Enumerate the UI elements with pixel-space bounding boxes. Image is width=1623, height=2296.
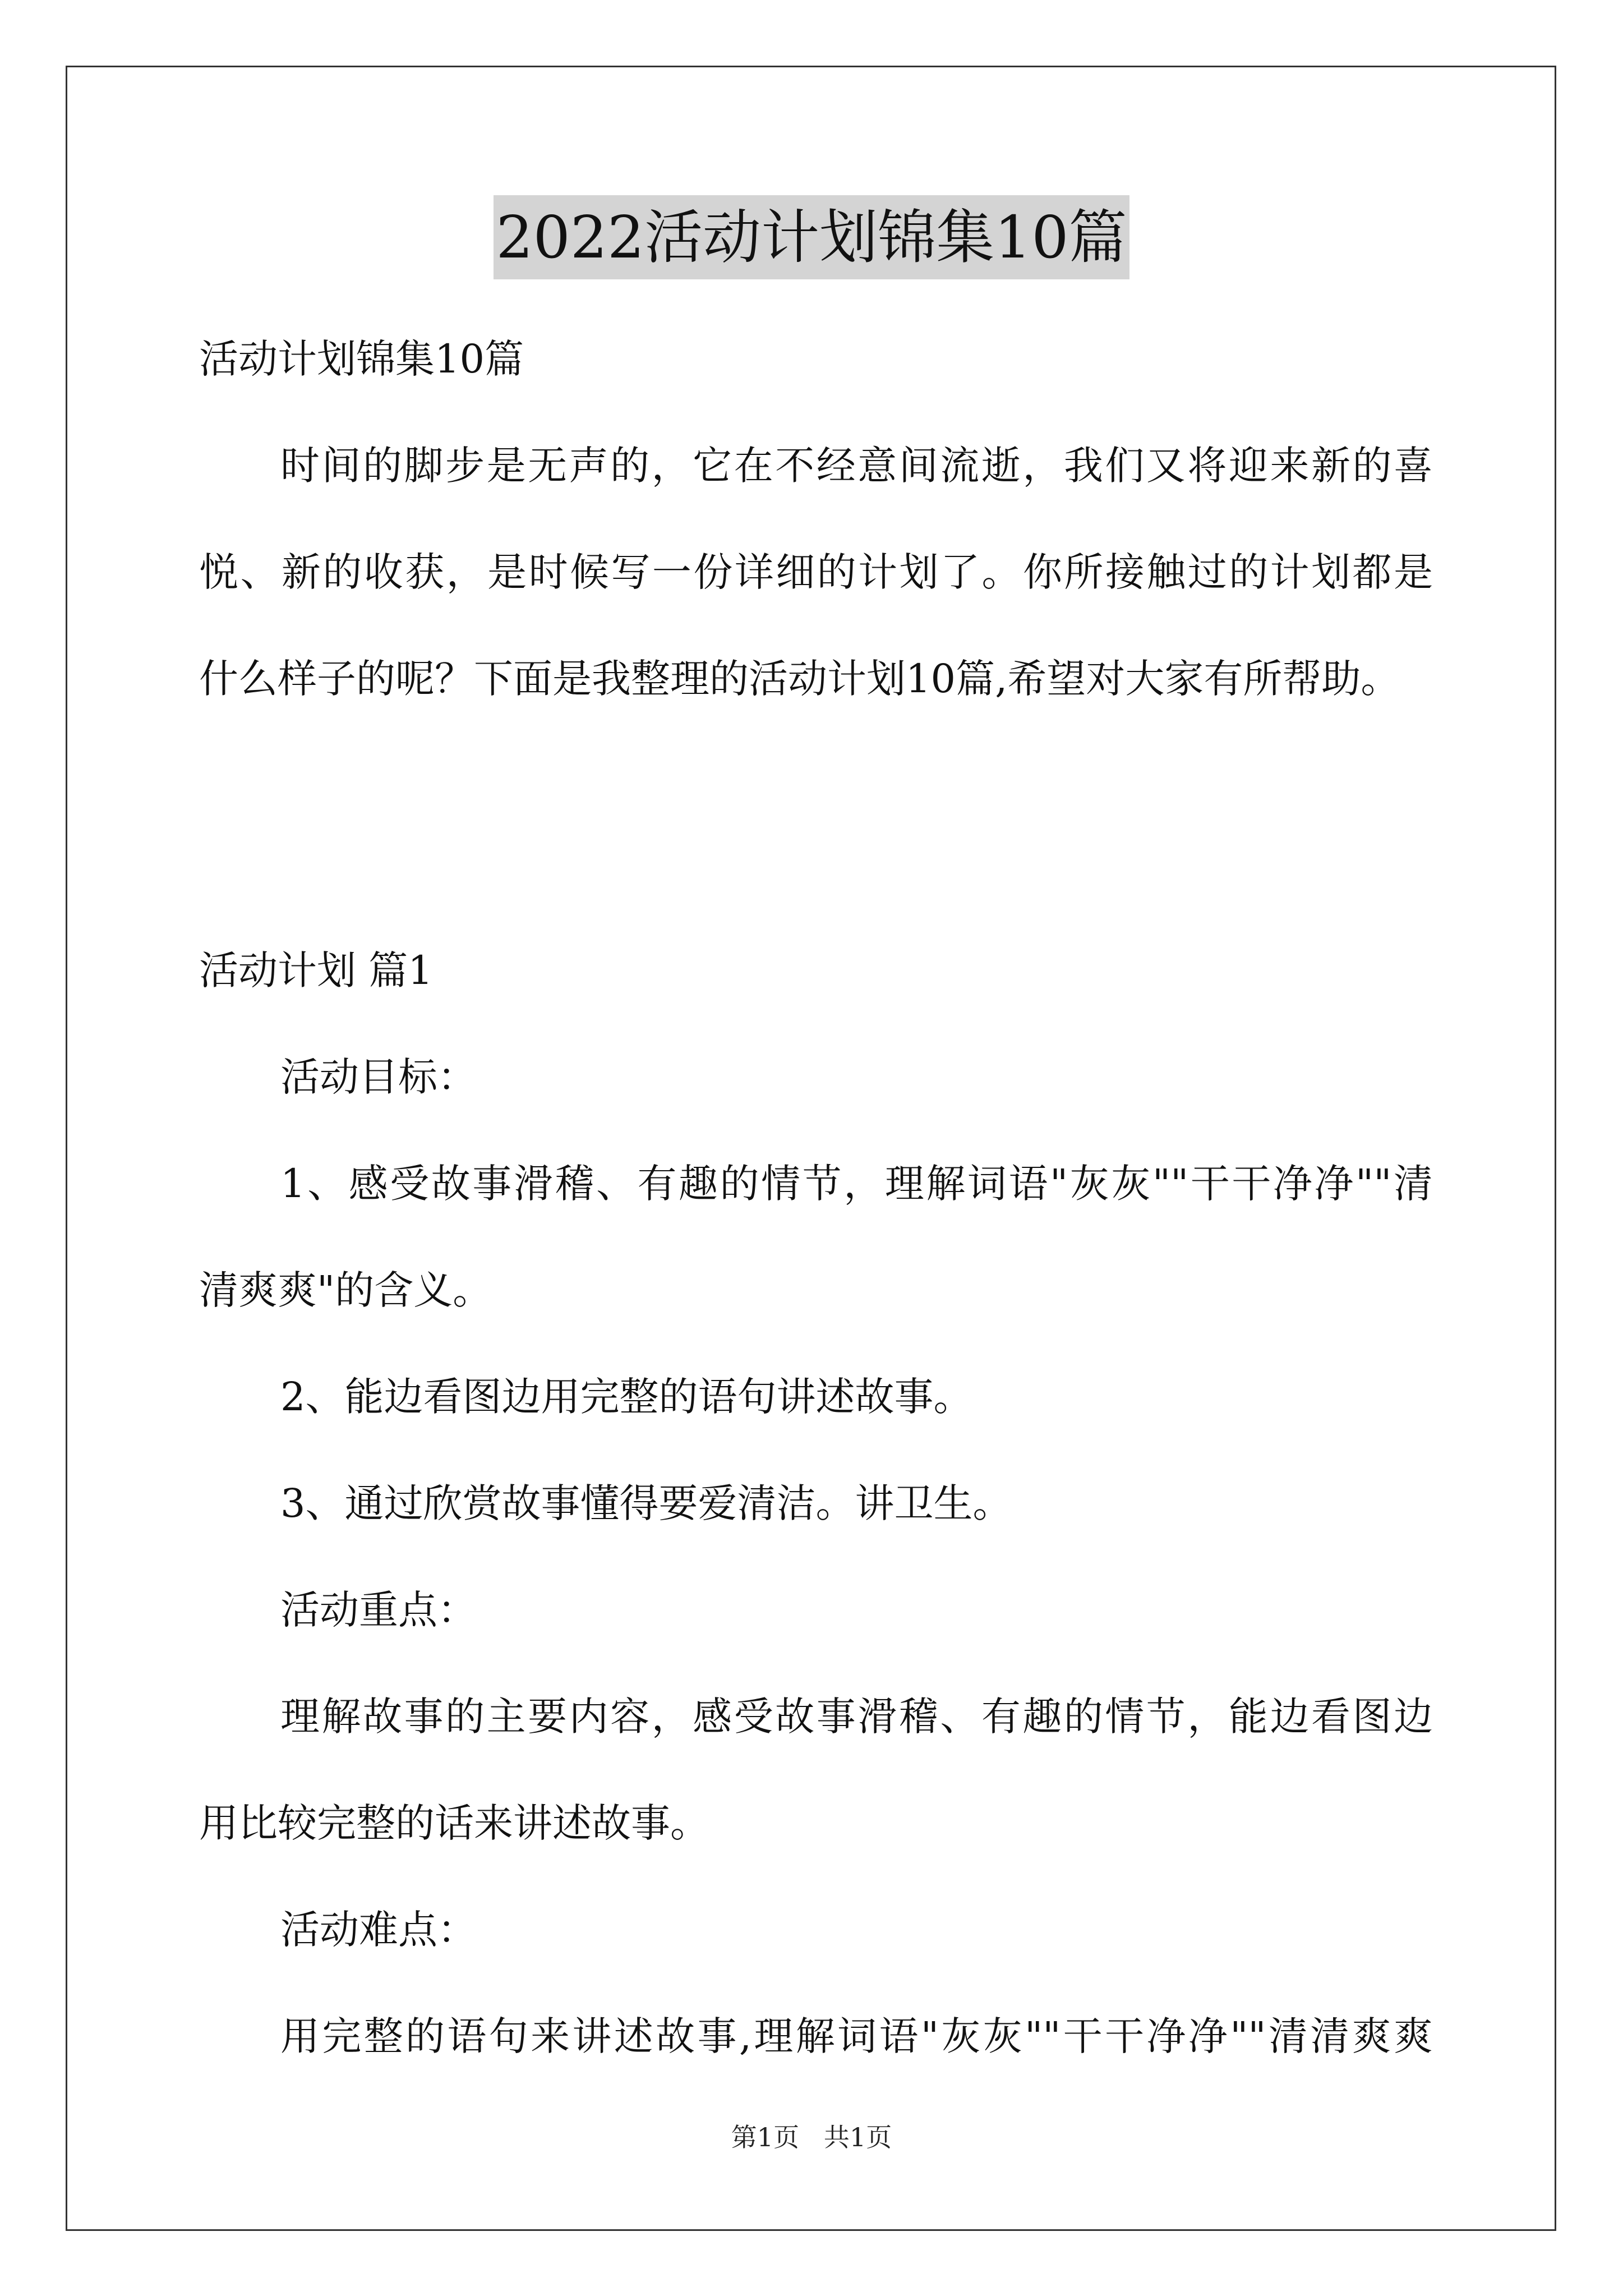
text-line: 3、通过欣赏故事懂得要爱清洁。讲卫生。 <box>280 1480 1012 1526</box>
title-container <box>0 195 1623 279</box>
text-line: 时间的脚步是无声的，它在不经意间流逝，我们又将迎来新的喜 <box>280 443 1433 489</box>
text-line: 活动计划锦集10篇 <box>199 336 524 382</box>
text-line: 活动计划 篇1 <box>199 947 433 993</box>
text-line: 1、感受故事滑稽、有趣的情节，理解词语"灰灰""干干净净""清 <box>280 1161 1433 1207</box>
text-line: 活动难点： <box>280 1907 477 1953</box>
text-line: 清爽爽"的含义。 <box>199 1267 492 1313</box>
document-title: 2022活动计划锦集10篇 <box>494 195 1129 279</box>
text-line: 2、能边看图边用完整的语句讲述故事。 <box>280 1374 973 1420</box>
text-line: 活动目标： <box>280 1054 477 1100</box>
text-line: 用完整的语句来讲述故事,理解词语"灰灰""干干净净""清清爽爽 <box>280 2013 1433 2059</box>
text-line: 用比较完整的话来讲述故事。 <box>199 1800 709 1846</box>
text-line: 活动重点： <box>280 1587 477 1633</box>
text-line: 悦、新的收获，是时候写一份详细的计划了。你所接触过的计划都是 <box>199 549 1433 595</box>
page-footer: 第1页 共1页 <box>731 2122 892 2152</box>
text-line: 理解故事的主要内容，感受故事滑稽、有趣的情节，能边看图边 <box>280 1694 1433 1740</box>
paragraph-spacer <box>199 771 1433 878</box>
document-body <box>199 306 1433 2090</box>
text-line: 什么样子的呢？下面是我整理的活动计划10篇,希望对大家有所帮助。 <box>199 656 1400 702</box>
